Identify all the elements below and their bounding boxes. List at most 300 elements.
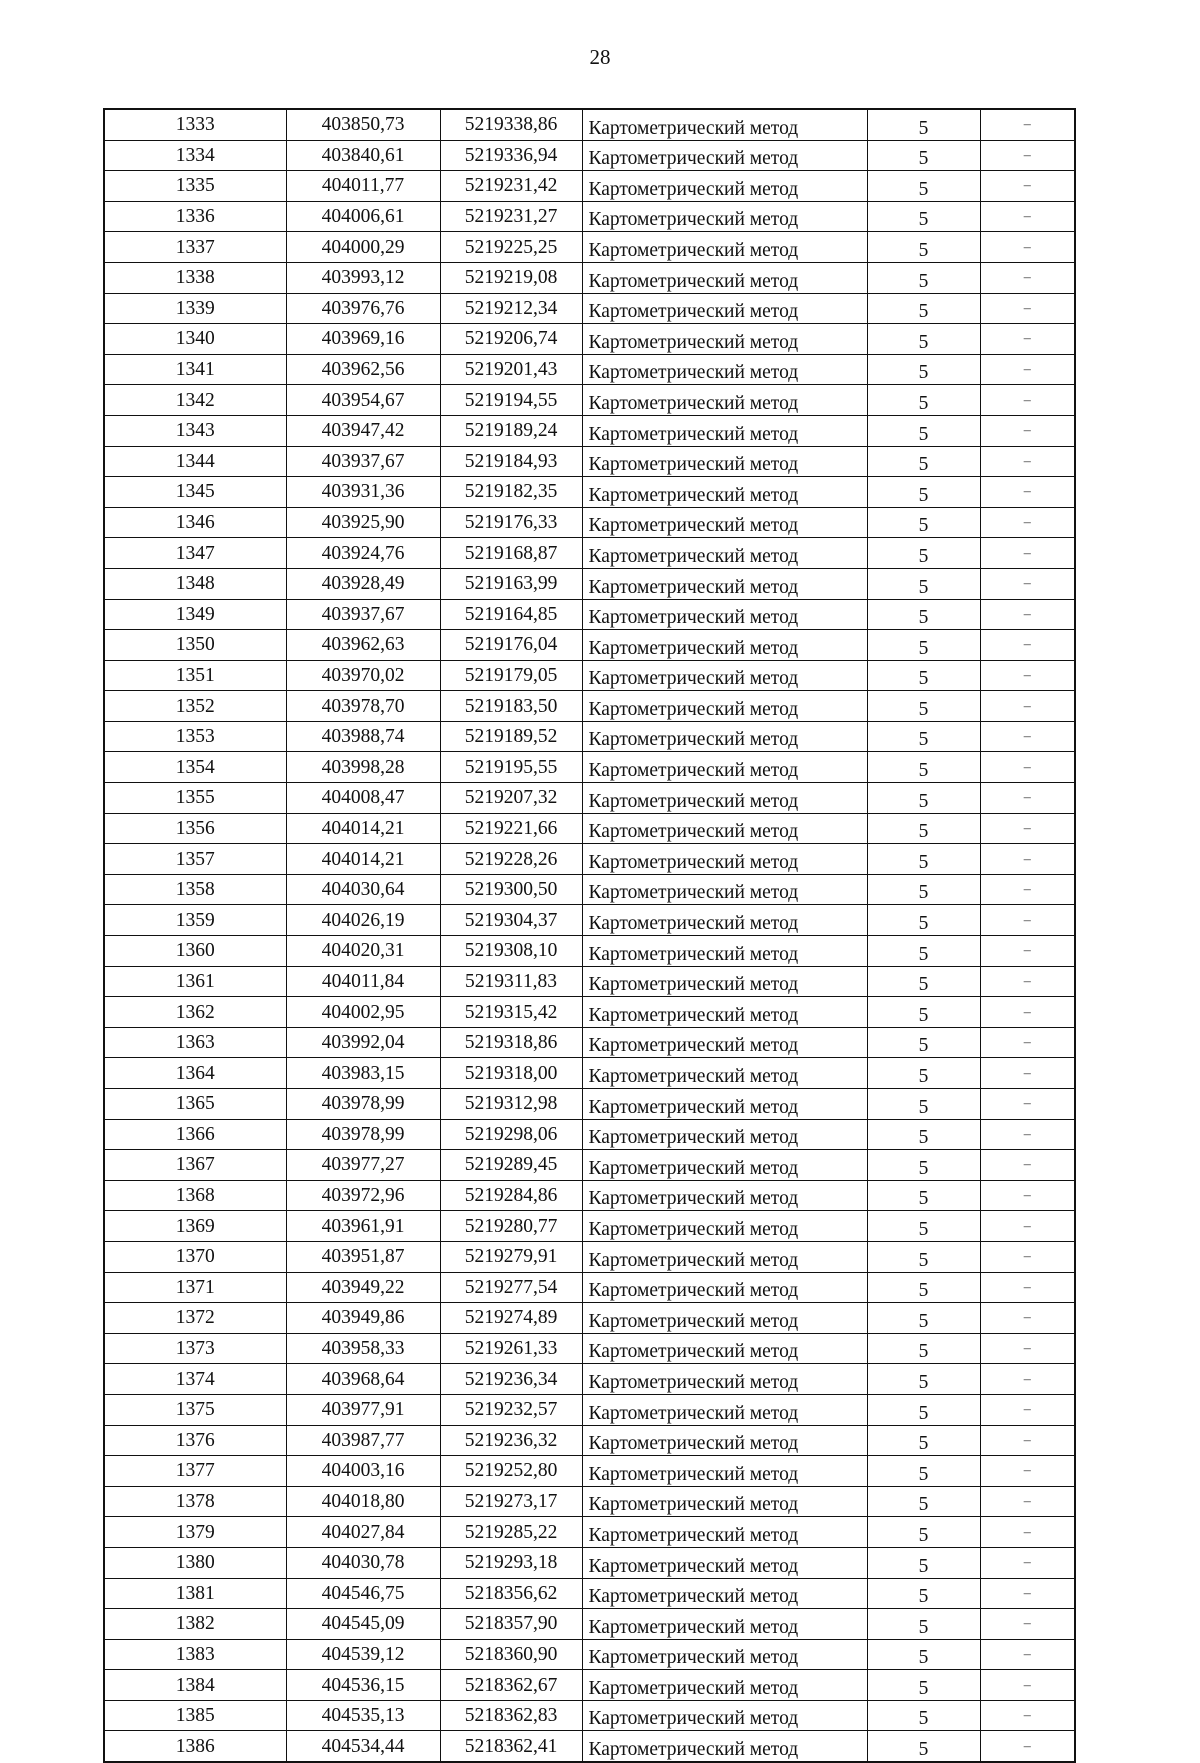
table-row: [104, 262, 1075, 293]
accuracy-cell: 5: [867, 1027, 980, 1058]
method-cell: Картометрический метод: [582, 936, 867, 967]
x-coordinate-cell: 404030,78: [286, 1547, 440, 1578]
table-row: [104, 232, 1075, 263]
note-cell: –: [980, 140, 1075, 171]
table-row: [104, 1303, 1075, 1334]
table-row: [104, 630, 1075, 661]
note-cell: –: [980, 1456, 1075, 1487]
y-coordinate-cell: 5219194,55: [440, 385, 582, 416]
note-cell: –: [980, 1058, 1075, 1089]
point-number-cell: 1368: [104, 1180, 286, 1211]
x-coordinate-cell: 403998,28: [286, 752, 440, 783]
note-cell: –: [980, 966, 1075, 997]
table-row: [104, 1180, 1075, 1211]
accuracy-cell: 5: [867, 201, 980, 232]
x-coordinate-cell: 403958,33: [286, 1333, 440, 1364]
x-coordinate-cell: 403977,91: [286, 1394, 440, 1425]
accuracy-cell: 5: [867, 109, 980, 140]
point-number-cell: 1376: [104, 1425, 286, 1456]
table-row: [104, 1609, 1075, 1640]
y-coordinate-cell: 5219231,27: [440, 201, 582, 232]
table-row: [104, 507, 1075, 538]
accuracy-cell: 5: [867, 293, 980, 324]
point-number-cell: 1342: [104, 385, 286, 416]
accuracy-cell: 5: [867, 936, 980, 967]
x-coordinate-cell: 404020,31: [286, 936, 440, 967]
y-coordinate-cell: 5219168,87: [440, 538, 582, 569]
accuracy-cell: 5: [867, 446, 980, 477]
note-cell: –: [980, 1578, 1075, 1609]
x-coordinate-cell: 403976,76: [286, 293, 440, 324]
y-coordinate-cell: 5219304,37: [440, 905, 582, 936]
method-cell: Картометрический метод: [582, 966, 867, 997]
point-number-cell: 1345: [104, 477, 286, 508]
point-number-cell: 1339: [104, 293, 286, 324]
point-number-cell: 1383: [104, 1639, 286, 1670]
table-row: [104, 1700, 1075, 1731]
y-coordinate-cell: 5219315,42: [440, 997, 582, 1028]
accuracy-cell: 5: [867, 844, 980, 875]
point-number-cell: 1359: [104, 905, 286, 936]
note-cell: –: [980, 1394, 1075, 1425]
note-cell: –: [980, 905, 1075, 936]
point-number-cell: 1370: [104, 1241, 286, 1272]
note-cell: –: [980, 1333, 1075, 1364]
accuracy-cell: 5: [867, 1089, 980, 1120]
point-number-cell: 1386: [104, 1731, 286, 1762]
method-cell: Картометрический метод: [582, 630, 867, 661]
y-coordinate-cell: 5219206,74: [440, 324, 582, 355]
note-cell: –: [980, 1486, 1075, 1517]
method-cell: Картометрический метод: [582, 1700, 867, 1731]
x-coordinate-cell: 404534,44: [286, 1731, 440, 1762]
point-number-cell: 1338: [104, 262, 286, 293]
accuracy-cell: 5: [867, 1180, 980, 1211]
method-cell: Картометрический метод: [582, 1578, 867, 1609]
y-coordinate-cell: 5218362,41: [440, 1731, 582, 1762]
y-coordinate-cell: 5219293,18: [440, 1547, 582, 1578]
y-coordinate-cell: 5219189,52: [440, 721, 582, 752]
note-cell: –: [980, 1119, 1075, 1150]
x-coordinate-cell: 403925,90: [286, 507, 440, 538]
y-coordinate-cell: 5219273,17: [440, 1486, 582, 1517]
table-row: [104, 415, 1075, 446]
y-coordinate-cell: 5219225,25: [440, 232, 582, 263]
x-coordinate-cell: 403951,87: [286, 1241, 440, 1272]
note-cell: –: [980, 1150, 1075, 1181]
y-coordinate-cell: 5219289,45: [440, 1150, 582, 1181]
method-cell: Картометрический метод: [582, 385, 867, 416]
x-coordinate-cell: 403961,91: [286, 1211, 440, 1242]
table-row: [104, 140, 1075, 171]
note-cell: –: [980, 1241, 1075, 1272]
y-coordinate-cell: 5219312,98: [440, 1089, 582, 1120]
table-row: [104, 660, 1075, 691]
method-cell: Картометрический метод: [582, 721, 867, 752]
x-coordinate-cell: 403977,27: [286, 1150, 440, 1181]
note-cell: –: [980, 997, 1075, 1028]
method-cell: Картометрический метод: [582, 874, 867, 905]
method-cell: Картометрический метод: [582, 1486, 867, 1517]
x-coordinate-cell: 404011,77: [286, 171, 440, 202]
table-row: [104, 1027, 1075, 1058]
point-number-cell: 1372: [104, 1303, 286, 1334]
method-cell: Картометрический метод: [582, 568, 867, 599]
note-cell: –: [980, 1180, 1075, 1211]
method-cell: Картометрический метод: [582, 1180, 867, 1211]
y-coordinate-cell: 5219274,89: [440, 1303, 582, 1334]
note-cell: –: [980, 507, 1075, 538]
table-row: [104, 385, 1075, 416]
table-row: [104, 1058, 1075, 1089]
point-number-cell: 1334: [104, 140, 286, 171]
y-coordinate-cell: 5219318,86: [440, 1027, 582, 1058]
y-coordinate-cell: 5219176,33: [440, 507, 582, 538]
point-number-cell: 1354: [104, 752, 286, 783]
point-number-cell: 1373: [104, 1333, 286, 1364]
table-row: [104, 1639, 1075, 1670]
x-coordinate-cell: 403970,02: [286, 660, 440, 691]
y-coordinate-cell: 5218360,90: [440, 1639, 582, 1670]
note-cell: –: [980, 171, 1075, 202]
note-cell: –: [980, 538, 1075, 569]
accuracy-cell: 5: [867, 721, 980, 752]
method-cell: Картометрический метод: [582, 1517, 867, 1548]
method-cell: Картометрический метод: [582, 446, 867, 477]
point-number-cell: 1367: [104, 1150, 286, 1181]
y-coordinate-cell: 5219207,32: [440, 783, 582, 814]
note-cell: –: [980, 813, 1075, 844]
method-cell: Картометрический метод: [582, 109, 867, 140]
note-cell: –: [980, 783, 1075, 814]
point-number-cell: 1333: [104, 109, 286, 140]
accuracy-cell: 5: [867, 997, 980, 1028]
x-coordinate-cell: 403928,49: [286, 568, 440, 599]
x-coordinate-cell: 404535,13: [286, 1700, 440, 1731]
y-coordinate-cell: 5219182,35: [440, 477, 582, 508]
accuracy-cell: 5: [867, 324, 980, 355]
note-cell: –: [980, 568, 1075, 599]
method-cell: Картометрический метод: [582, 1394, 867, 1425]
note-cell: –: [980, 354, 1075, 385]
x-coordinate-cell: 403937,67: [286, 599, 440, 630]
table-row: [104, 1119, 1075, 1150]
point-number-cell: 1369: [104, 1211, 286, 1242]
point-number-cell: 1348: [104, 568, 286, 599]
y-coordinate-cell: 5219252,80: [440, 1456, 582, 1487]
x-coordinate-cell: 404026,19: [286, 905, 440, 936]
point-number-cell: 1371: [104, 1272, 286, 1303]
table-row: [104, 966, 1075, 997]
point-number-cell: 1384: [104, 1670, 286, 1701]
table-row: [104, 691, 1075, 722]
y-coordinate-cell: 5218357,90: [440, 1609, 582, 1640]
note-cell: –: [980, 232, 1075, 263]
method-cell: Картометрический метод: [582, 691, 867, 722]
y-coordinate-cell: 5219212,34: [440, 293, 582, 324]
table-row: [104, 568, 1075, 599]
accuracy-cell: 5: [867, 385, 980, 416]
x-coordinate-cell: 403949,86: [286, 1303, 440, 1334]
table-row: [104, 477, 1075, 508]
table-row: [104, 538, 1075, 569]
method-cell: Картометрический метод: [582, 1211, 867, 1242]
accuracy-cell: 5: [867, 1700, 980, 1731]
y-coordinate-cell: 5219311,83: [440, 966, 582, 997]
method-cell: Картометрический метод: [582, 599, 867, 630]
note-cell: –: [980, 262, 1075, 293]
y-coordinate-cell: 5218362,83: [440, 1700, 582, 1731]
x-coordinate-cell: 403947,42: [286, 415, 440, 446]
y-coordinate-cell: 5219183,50: [440, 691, 582, 722]
y-coordinate-cell: 5219176,04: [440, 630, 582, 661]
accuracy-cell: 5: [867, 752, 980, 783]
method-cell: Картометрический метод: [582, 1731, 867, 1762]
note-cell: –: [980, 201, 1075, 232]
accuracy-cell: 5: [867, 1333, 980, 1364]
x-coordinate-cell: 403993,12: [286, 262, 440, 293]
x-coordinate-cell: 403954,67: [286, 385, 440, 416]
note-cell: –: [980, 477, 1075, 508]
y-coordinate-cell: 5219232,57: [440, 1394, 582, 1425]
note-cell: –: [980, 721, 1075, 752]
accuracy-cell: 5: [867, 1119, 980, 1150]
method-cell: Картометрический метод: [582, 171, 867, 202]
table-row: [104, 844, 1075, 875]
method-cell: Картометрический метод: [582, 1639, 867, 1670]
x-coordinate-cell: 403978,70: [286, 691, 440, 722]
accuracy-cell: 5: [867, 1731, 980, 1762]
point-number-cell: 1347: [104, 538, 286, 569]
point-number-cell: 1380: [104, 1547, 286, 1578]
accuracy-cell: 5: [867, 1578, 980, 1609]
table-row: [104, 783, 1075, 814]
x-coordinate-cell: 404018,80: [286, 1486, 440, 1517]
note-cell: –: [980, 324, 1075, 355]
point-number-cell: 1351: [104, 660, 286, 691]
method-cell: Картометрический метод: [582, 1119, 867, 1150]
accuracy-cell: 5: [867, 1425, 980, 1456]
y-coordinate-cell: 5219221,66: [440, 813, 582, 844]
y-coordinate-cell: 5219308,10: [440, 936, 582, 967]
table-row: [104, 1333, 1075, 1364]
table-row: [104, 1517, 1075, 1548]
method-cell: Картометрический метод: [582, 1241, 867, 1272]
table-row: [104, 1364, 1075, 1395]
method-cell: Картометрический метод: [582, 415, 867, 446]
method-cell: Картометрический метод: [582, 324, 867, 355]
method-cell: Картометрический метод: [582, 1364, 867, 1395]
y-coordinate-cell: 5219201,43: [440, 354, 582, 385]
note-cell: –: [980, 1517, 1075, 1548]
method-cell: Картометрический метод: [582, 507, 867, 538]
accuracy-cell: 5: [867, 599, 980, 630]
table-row: [104, 446, 1075, 477]
note-cell: –: [980, 1211, 1075, 1242]
x-coordinate-cell: 404014,21: [286, 844, 440, 875]
point-number-cell: 1366: [104, 1119, 286, 1150]
table-row: [104, 324, 1075, 355]
accuracy-cell: 5: [867, 262, 980, 293]
note-cell: –: [980, 385, 1075, 416]
accuracy-cell: 5: [867, 783, 980, 814]
method-cell: Картометрический метод: [582, 1456, 867, 1487]
point-number-cell: 1341: [104, 354, 286, 385]
table-row: [104, 1211, 1075, 1242]
method-cell: Картометрический метод: [582, 140, 867, 171]
note-cell: –: [980, 415, 1075, 446]
note-cell: –: [980, 1303, 1075, 1334]
method-cell: Картометрический метод: [582, 1303, 867, 1334]
method-cell: Картометрический метод: [582, 1333, 867, 1364]
point-number-cell: 1381: [104, 1578, 286, 1609]
accuracy-cell: 5: [867, 1394, 980, 1425]
point-number-cell: 1364: [104, 1058, 286, 1089]
note-cell: –: [980, 446, 1075, 477]
accuracy-cell: 5: [867, 477, 980, 508]
method-cell: Картометрический метод: [582, 1609, 867, 1640]
point-number-cell: 1378: [104, 1486, 286, 1517]
note-cell: –: [980, 1731, 1075, 1762]
accuracy-cell: 5: [867, 171, 980, 202]
table-row: [104, 997, 1075, 1028]
accuracy-cell: 5: [867, 538, 980, 569]
point-number-cell: 1377: [104, 1456, 286, 1487]
method-cell: Картометрический метод: [582, 201, 867, 232]
method-cell: Картометрический метод: [582, 538, 867, 569]
point-number-cell: 1335: [104, 171, 286, 202]
x-coordinate-cell: 403850,73: [286, 109, 440, 140]
table-row: [104, 1731, 1075, 1762]
note-cell: –: [980, 1089, 1075, 1120]
note-cell: –: [980, 1364, 1075, 1395]
x-coordinate-cell: 403988,74: [286, 721, 440, 752]
note-cell: –: [980, 691, 1075, 722]
point-number-cell: 1379: [104, 1517, 286, 1548]
accuracy-cell: 5: [867, 354, 980, 385]
note-cell: –: [980, 293, 1075, 324]
x-coordinate-cell: 403962,56: [286, 354, 440, 385]
y-coordinate-cell: 5219179,05: [440, 660, 582, 691]
method-cell: Картометрический метод: [582, 997, 867, 1028]
x-coordinate-cell: 404030,64: [286, 874, 440, 905]
table-row: [104, 1272, 1075, 1303]
point-number-cell: 1358: [104, 874, 286, 905]
x-coordinate-cell: 404002,95: [286, 997, 440, 1028]
method-cell: Картометрический метод: [582, 1089, 867, 1120]
note-cell: –: [980, 752, 1075, 783]
note-cell: –: [980, 630, 1075, 661]
point-number-cell: 1355: [104, 783, 286, 814]
method-cell: Картометрический метод: [582, 354, 867, 385]
y-coordinate-cell: 5219338,86: [440, 109, 582, 140]
y-coordinate-cell: 5218356,62: [440, 1578, 582, 1609]
accuracy-cell: 5: [867, 140, 980, 171]
y-coordinate-cell: 5219236,32: [440, 1425, 582, 1456]
accuracy-cell: 5: [867, 1150, 980, 1181]
coordinates-table: [103, 108, 1076, 1763]
point-number-cell: 1343: [104, 415, 286, 446]
y-coordinate-cell: 5219279,91: [440, 1241, 582, 1272]
table-row: [104, 1456, 1075, 1487]
x-coordinate-cell: 403962,63: [286, 630, 440, 661]
table-row: [104, 1578, 1075, 1609]
method-cell: Картометрический метод: [582, 660, 867, 691]
point-number-cell: 1360: [104, 936, 286, 967]
point-number-cell: 1375: [104, 1394, 286, 1425]
note-cell: –: [980, 1547, 1075, 1578]
x-coordinate-cell: 403969,16: [286, 324, 440, 355]
x-coordinate-cell: 403924,76: [286, 538, 440, 569]
accuracy-cell: 5: [867, 1456, 980, 1487]
accuracy-cell: 5: [867, 874, 980, 905]
method-cell: Картометрический метод: [582, 1425, 867, 1456]
point-number-cell: 1361: [104, 966, 286, 997]
x-coordinate-cell: 403992,04: [286, 1027, 440, 1058]
method-cell: Картометрический метод: [582, 1058, 867, 1089]
y-coordinate-cell: 5219189,24: [440, 415, 582, 446]
method-cell: Картометрический метод: [582, 1027, 867, 1058]
accuracy-cell: 5: [867, 966, 980, 997]
note-cell: –: [980, 1609, 1075, 1640]
table-row: [104, 1486, 1075, 1517]
accuracy-cell: 5: [867, 660, 980, 691]
accuracy-cell: 5: [867, 905, 980, 936]
table-row: [104, 1547, 1075, 1578]
note-cell: –: [980, 1700, 1075, 1731]
point-number-cell: 1385: [104, 1700, 286, 1731]
point-number-cell: 1363: [104, 1027, 286, 1058]
x-coordinate-cell: 404027,84: [286, 1517, 440, 1548]
accuracy-cell: 5: [867, 813, 980, 844]
method-cell: Картометрический метод: [582, 783, 867, 814]
y-coordinate-cell: 5219219,08: [440, 262, 582, 293]
method-cell: Картометрический метод: [582, 477, 867, 508]
accuracy-cell: 5: [867, 232, 980, 263]
y-coordinate-cell: 5219195,55: [440, 752, 582, 783]
point-number-cell: 1356: [104, 813, 286, 844]
note-cell: –: [980, 874, 1075, 905]
table-row: [104, 599, 1075, 630]
point-number-cell: 1346: [104, 507, 286, 538]
accuracy-cell: 5: [867, 568, 980, 599]
accuracy-cell: 5: [867, 1609, 980, 1640]
method-cell: Картометрический метод: [582, 905, 867, 936]
point-number-cell: 1340: [104, 324, 286, 355]
x-coordinate-cell: 403968,64: [286, 1364, 440, 1395]
point-number-cell: 1352: [104, 691, 286, 722]
note-cell: –: [980, 109, 1075, 140]
page-number: 28: [589, 45, 611, 69]
point-number-cell: 1336: [104, 201, 286, 232]
accuracy-cell: 5: [867, 630, 980, 661]
note-cell: –: [980, 1272, 1075, 1303]
y-coordinate-cell: 5218362,67: [440, 1670, 582, 1701]
accuracy-cell: 5: [867, 1486, 980, 1517]
point-number-cell: 1344: [104, 446, 286, 477]
accuracy-cell: 5: [867, 1272, 980, 1303]
table-row: [104, 1670, 1075, 1701]
note-cell: –: [980, 1639, 1075, 1670]
x-coordinate-cell: 404008,47: [286, 783, 440, 814]
method-cell: Картометрический метод: [582, 1670, 867, 1701]
y-coordinate-cell: 5219298,06: [440, 1119, 582, 1150]
table-row: [104, 936, 1075, 967]
method-cell: Картометрический метод: [582, 293, 867, 324]
accuracy-cell: 5: [867, 1670, 980, 1701]
accuracy-cell: 5: [867, 1303, 980, 1334]
method-cell: Картометрический метод: [582, 844, 867, 875]
